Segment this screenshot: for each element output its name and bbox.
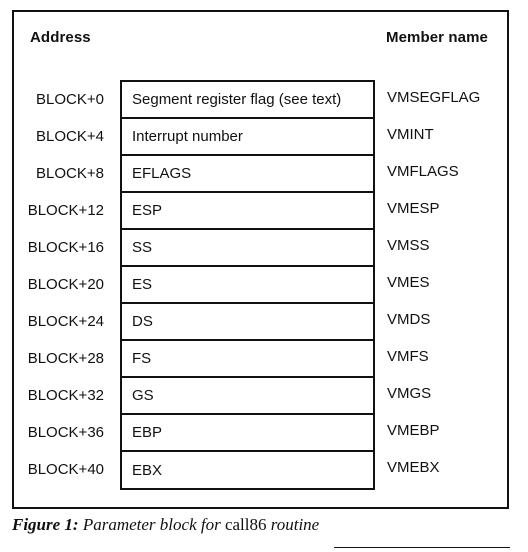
block-cell: GS bbox=[122, 378, 373, 415]
block-cell: EBX bbox=[122, 452, 373, 490]
figure-caption bbox=[12, 515, 319, 535]
caption-text-before: Parameter block for bbox=[82, 515, 221, 534]
member-name-label: VMSEGFLAG bbox=[387, 89, 481, 106]
footer-rule bbox=[334, 547, 510, 548]
address-label: BLOCK+12 bbox=[27, 202, 104, 219]
member-name-label: VMFLAGS bbox=[387, 163, 459, 180]
member-name-column-header: Member name bbox=[386, 29, 488, 46]
block-cell: DS bbox=[122, 304, 373, 341]
address-label: BLOCK+40 bbox=[27, 461, 104, 478]
block-cell: Interrupt number bbox=[122, 119, 373, 156]
address-label: BLOCK+36 bbox=[27, 424, 104, 441]
member-name-label: VMSS bbox=[387, 237, 430, 254]
block-cell: ES bbox=[122, 267, 373, 304]
address-label: BLOCK+24 bbox=[27, 313, 104, 330]
address-label: BLOCK+8 bbox=[36, 165, 104, 182]
block-cell: Segment register flag (see text) bbox=[122, 82, 373, 119]
caption-text-after: routine bbox=[270, 515, 320, 534]
address-column-header: Address bbox=[30, 29, 91, 46]
parameter-block-table bbox=[120, 80, 375, 490]
block-cell: EBP bbox=[122, 415, 373, 452]
address-label: BLOCK+32 bbox=[27, 387, 104, 404]
member-name-label: VMEBX bbox=[387, 459, 440, 476]
address-label: BLOCK+0 bbox=[36, 91, 104, 108]
block-cell: SS bbox=[122, 230, 373, 267]
caption-label: Figure 1: bbox=[12, 515, 79, 534]
address-label: BLOCK+4 bbox=[36, 128, 104, 145]
member-name-label: VMFS bbox=[387, 348, 429, 365]
caption-code: call86 bbox=[224, 515, 267, 534]
block-cell: EFLAGS bbox=[122, 156, 373, 193]
member-name-label: VMEBP bbox=[387, 422, 440, 439]
member-name-label: VMINT bbox=[387, 126, 434, 143]
address-label: BLOCK+20 bbox=[27, 276, 104, 293]
member-name-label: VMGS bbox=[387, 385, 432, 402]
member-name-label: VMESP bbox=[387, 200, 440, 217]
block-cell: FS bbox=[122, 341, 373, 378]
member-name-label: VMDS bbox=[387, 311, 431, 328]
address-label: BLOCK+16 bbox=[27, 239, 104, 256]
address-label: BLOCK+28 bbox=[27, 350, 104, 367]
block-cell: ESP bbox=[122, 193, 373, 230]
member-name-label: VMES bbox=[387, 274, 430, 291]
